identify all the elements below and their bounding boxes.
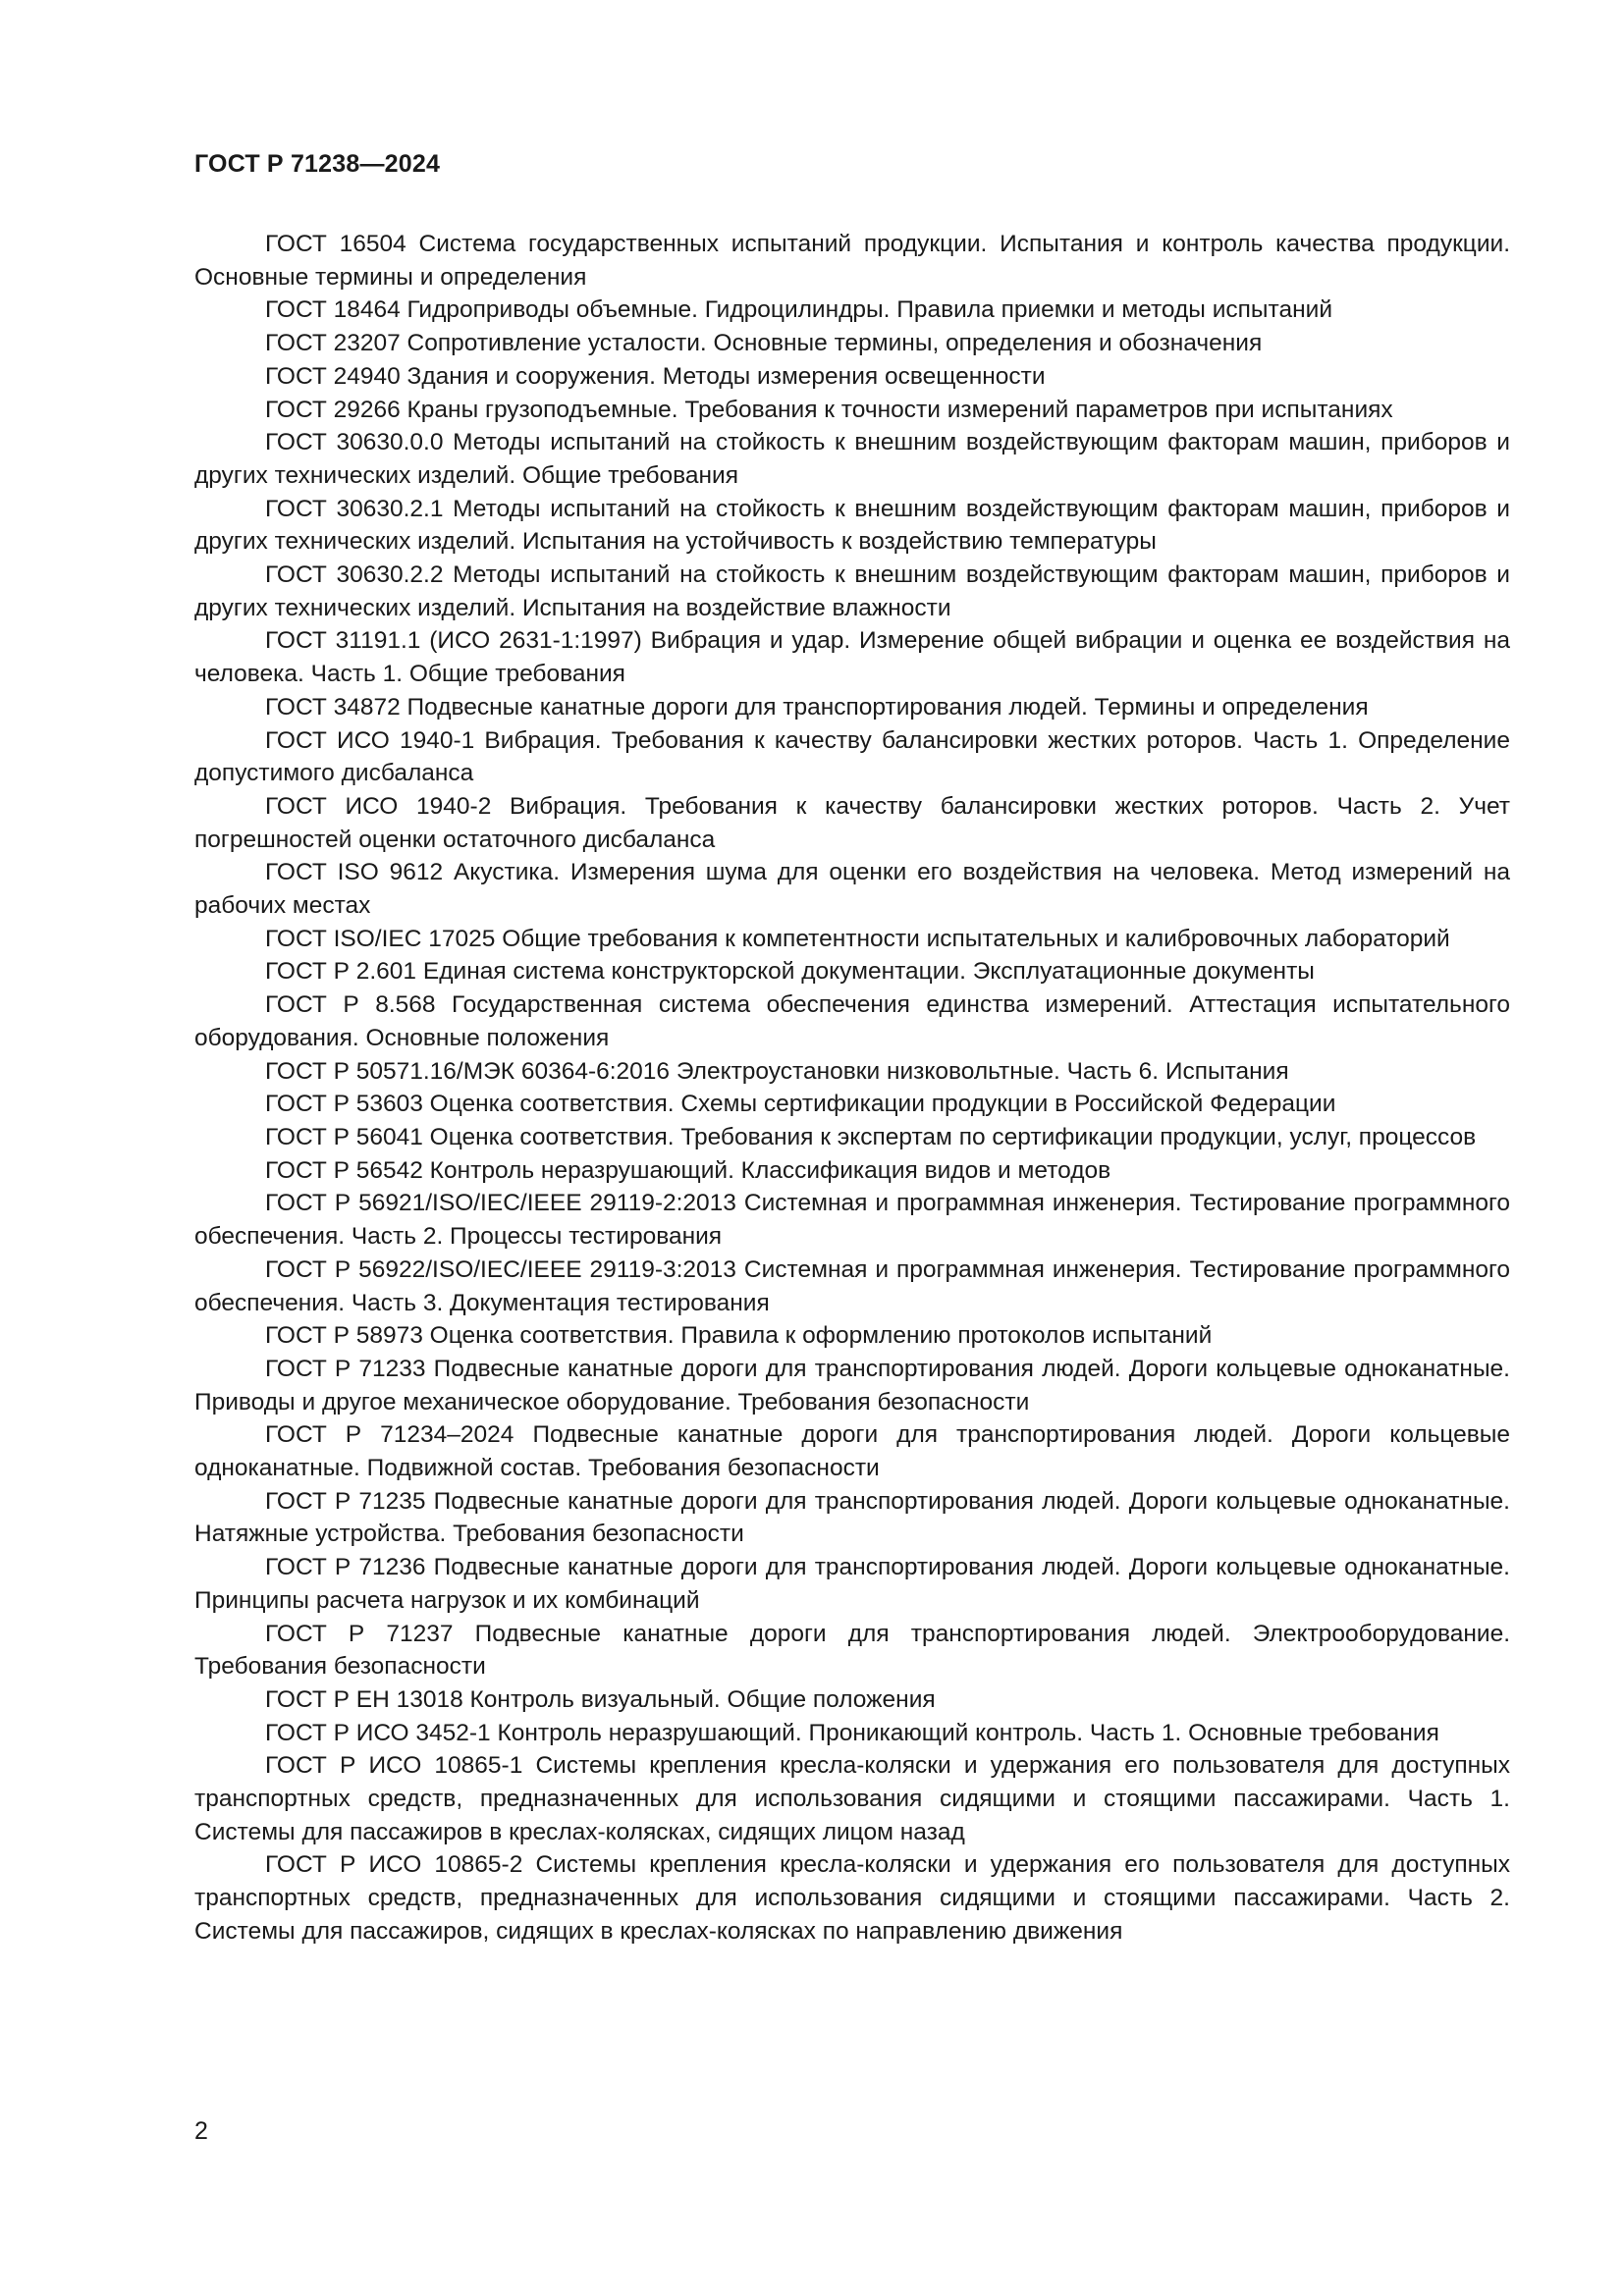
- reference-entry: ГОСТ Р 58973 Оценка соответствия. Правила к оформлению протоколов испытаний: [265, 1322, 1213, 1350]
- reference-entry: ГОСТ 30630.0.0 Методы испытаний на стойкость к внешним воздействующим факторам машин, приборов и других технических изделий. Общие требования: [194, 429, 1510, 489]
- reference-entry: ГОСТ 30630.2.2 Методы испытаний на стойкость к внешним воздействующим факторам машин, приборов и других технических изделий. Испытания на воздействие влажности: [194, 561, 1510, 621]
- reference-entry: ГОСТ Р 8.568 Государственная система обеспечения единства измерений. Аттестация испытательного оборудования. Основные положения: [194, 991, 1510, 1051]
- normative-references-list: [194, 228, 1510, 1949]
- reference-entry: ГОСТ 16504 Система государственных испытаний продукции. Испытания и контроль качества продукции. Основные термины и определения: [194, 231, 1510, 291]
- reference-entry: ГОСТ 30630.2.1 Методы испытаний на стойкость к внешним воздействующим факторам машин, приборов и других технических изделий. Испытания на устойчивость к воздействию температуры: [194, 495, 1510, 556]
- reference-entry: ГОСТ Р 71235 Подвесные канатные дороги для транспортирования людей. Дороги кольцевые одноканатные. Натяжные устройства. Требования безопасности: [194, 1487, 1510, 1548]
- reference-entry: ГОСТ Р 56921/ISO/IEC/IEEE 29119-2:2013 Системная и программная инженерия. Тестирование программного обеспечения. Часть 2. Процессы тестирования: [194, 1190, 1510, 1251]
- reference-entry: ГОСТ 29266 Краны грузоподъемные. Требования к точности измерений параметров при испытаниях: [265, 396, 1393, 423]
- document-header: ГОСТ Р 71238—2024: [194, 150, 441, 178]
- reference-entry: ГОСТ Р 50571.16/МЭК 60364-6:2016 Электроустановки низковольтные. Часть 6. Испытания: [265, 1057, 1289, 1085]
- reference-entry: ГОСТ Р 2.601 Единая система конструкторской документации. Эксплуатационные документы: [265, 958, 1315, 986]
- reference-entry: ГОСТ Р 71233 Подвесные канатные дороги для транспортирования людей. Дороги кольцевые одноканатные. Приводы и другое механическое оборудование. Требования безопасности: [194, 1355, 1510, 1415]
- reference-entry: ГОСТ ISO/IEC 17025 Общие требования к компетентности испытательных и калибровочных лабораторий: [265, 925, 1450, 952]
- reference-entry: ГОСТ Р 56922/ISO/IEC/IEEE 29119-3:2013 Системная и программная инженерия. Тестирование программного обеспечения. Часть 3. Документация тестирования: [194, 1255, 1510, 1316]
- reference-entry: ГОСТ Р ИСО 3452-1 Контроль неразрушающий. Проникающий контроль. Часть 1. Основные требования: [265, 1719, 1439, 1746]
- reference-entry: ГОСТ 24940 Здания и сооружения. Методы измерения освещенности: [265, 362, 1046, 390]
- reference-entry: ГОСТ 31191.1 (ИСО 2631-1:1997) Вибрация и удар. Измерение общей вибрации и оценка ее воздействия на человека. Часть 1. Общие требования: [194, 627, 1510, 688]
- reference-entry: ГОСТ Р 53603 Оценка соответствия. Схемы сертификации продукции в Российской Федерации: [265, 1091, 1336, 1118]
- reference-entry: ГОСТ Р 56041 Оценка соответствия. Требования к экспертам по сертификации продукции, услуг, процессов: [265, 1123, 1477, 1150]
- reference-entry: ГОСТ Р 71234–2024 Подвесные канатные дороги для транспортирования людей. Дороги кольцевые одноканатные. Подвижной состав. Требования безопасности: [194, 1421, 1510, 1482]
- reference-entry: ГОСТ Р 56542 Контроль неразрушающий. Классификация видов и методов: [265, 1156, 1111, 1184]
- reference-entry: ГОСТ Р 71237 Подвесные канатные дороги для транспортирования людей. Электрооборудование. Требования безопасности: [194, 1620, 1510, 1681]
- reference-entry: ГОСТ ИСО 1940-1 Вибрация. Требования к качеству балансировки жестких роторов. Часть 1. Определение допустимого дисбаланса: [194, 726, 1510, 787]
- reference-entry: ГОСТ ISO 9612 Акустика. Измерения шума для оценки его воздействия на человека. Метод измерений на рабочих местах: [194, 859, 1510, 920]
- reference-entry: ГОСТ Р ИСО 10865-2 Системы крепления кресла-коляски и удержания его пользователя для доступных транспортных средств, предназначенных для использования сидящими и стоящими пассажирами. Часть 2. Системы для пассажиров, сидящих в креслах-колясках по направлению движения: [194, 1851, 1510, 1945]
- reference-entry: ГОСТ 23207 Сопротивление усталости. Основные термины, определения и обозначения: [265, 330, 1263, 357]
- reference-entry: ГОСТ Р ИСО 10865-1 Системы крепления кресла-коляски и удержания его пользователя для доступных транспортных средств, предназначенных для использования сидящими и стоящими пассажирами. Часть 1. Системы для пассажиров в креслах-колясках, сидящих лицом назад: [194, 1752, 1510, 1845]
- reference-entry: ГОСТ 18464 Гидроприводы объемные. Гидроцилиндры. Правила приемки и методы испытаний: [265, 296, 1333, 324]
- reference-entry: ГОСТ ИСО 1940-2 Вибрация. Требования к качеству балансировки жестких роторов. Часть 2. Учет погрешностей оценки остаточного дисбаланса: [194, 792, 1510, 853]
- reference-entry: ГОСТ Р ЕН 13018 Контроль визуальный. Общие положения: [265, 1685, 936, 1713]
- page-number: 2: [194, 2117, 208, 2145]
- reference-entry: ГОСТ 34872 Подвесные канатные дороги для транспортирования людей. Термины и определения: [265, 693, 1369, 721]
- reference-entry: ГОСТ Р 71236 Подвесные канатные дороги для транспортирования людей. Дороги кольцевые одноканатные. Принципы расчета нагрузок и их комбинаций: [194, 1554, 1510, 1614]
